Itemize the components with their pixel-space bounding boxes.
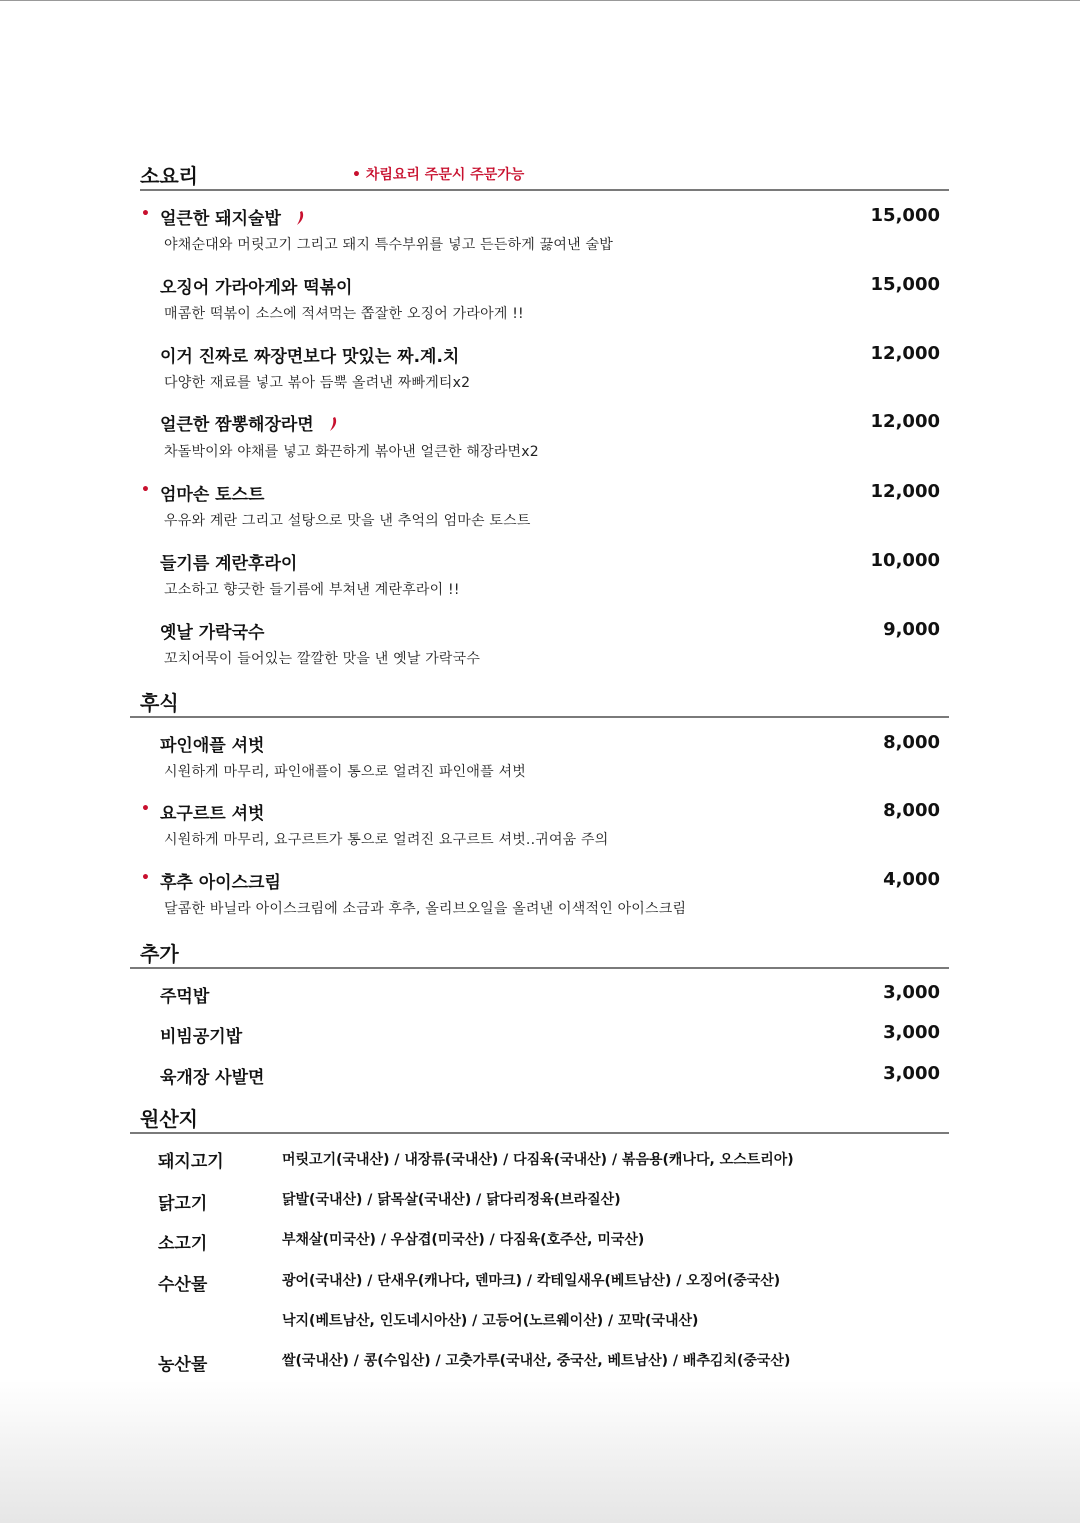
item-name: 비빔공기밥 <box>160 1027 243 1047</box>
item-name: 육개장 사발면 <box>160 1068 265 1088</box>
section-title-origin: 원산지 <box>140 1107 198 1131</box>
origin-text: 낙지(베트남산, 인도네시아산) / 고등어(노르웨이산) / 꼬막(국내산) <box>282 1313 699 1329</box>
page-bottom-shadow <box>0 1380 1080 1523</box>
item-description: 다양한 재료를 넣고 볶아 듬뿍 올려낸 짜빠게티x2 <box>164 375 471 391</box>
item-price: 10,000 <box>870 550 940 571</box>
item-price: 12,000 <box>870 411 940 432</box>
item-price: 15,000 <box>870 274 940 295</box>
item-price: 12,000 <box>870 343 940 364</box>
item-name: 얼큰한 돼지술밥 <box>160 204 305 229</box>
origin-text: 머릿고기(국내산) / 내장류(국내산) / 다짐육(국내산) / 볶음용(캐나다, 오스트리아) <box>282 1152 794 1168</box>
section-divider <box>130 1132 949 1134</box>
item-description: 매콤한 떡볶이 소스에 적셔먹는 쫍잘한 오징어 가라아게 !! <box>164 306 524 322</box>
item-price: 8,000 <box>883 800 940 821</box>
origin-text: 부채살(미국산) / 우삼겹(미국산) / 다짐육(호주산, 미국산) <box>282 1232 645 1248</box>
origin-label: 소고기 <box>158 1234 208 1254</box>
item-price: 3,000 <box>883 1022 940 1043</box>
origin-label: 닭고기 <box>158 1194 208 1214</box>
red-pepper-icon <box>295 210 305 226</box>
section-divider <box>130 716 949 718</box>
item-description: 꼬치어묵이 들어있는 깔깔한 맛을 낸 옛날 가락국수 <box>164 651 481 667</box>
order-note: • 차림요리 주문시 주문가능 <box>352 167 525 183</box>
item-name: 이거 진짜로 짜장면보다 맛있는 짜.계.치 <box>160 347 460 367</box>
item-name: 오징어 가라아게와 떡볶이 <box>160 278 353 298</box>
highlight-bullet: • <box>141 482 150 498</box>
item-description: 시원하게 마무리, 요구르트가 통으로 얼려진 요구르트 셔벗..귀여움 주의 <box>164 832 609 848</box>
item-name: 들기름 계란후라이 <box>160 554 298 574</box>
section-title-small-dishes: 소요리 <box>140 164 198 188</box>
item-name: 파인애플 셔벗 <box>160 736 265 756</box>
highlight-bullet: • <box>141 870 150 886</box>
item-description: 차돌박이와 야채를 넣고 화끈하게 볶아낸 얼큰한 해장라면x2 <box>164 444 539 460</box>
origin-label: 돼지고기 <box>158 1152 224 1172</box>
origin-text: 닭발(국내산) / 닭목살(국내산) / 닭다리정육(브라질산) <box>282 1192 621 1208</box>
item-name: 요구르트 셔벗 <box>160 804 265 824</box>
item-price: 8,000 <box>883 732 940 753</box>
red-pepper-icon <box>328 416 338 432</box>
origin-label: 수산물 <box>158 1275 208 1295</box>
item-price: 4,000 <box>883 869 940 890</box>
top-border <box>0 0 1080 1</box>
item-name: 엄마손 토스트 <box>160 485 265 505</box>
section-divider <box>130 967 949 969</box>
item-description: 고소하고 향긋한 들기름에 부쳐낸 계란후라이 !! <box>164 582 460 598</box>
item-price: 3,000 <box>883 982 940 1003</box>
highlight-bullet: • <box>141 206 150 222</box>
origin-label: 농산물 <box>158 1355 208 1375</box>
item-name: 옛날 가락국수 <box>160 623 265 643</box>
item-name: 주먹밥 <box>160 987 210 1007</box>
item-description: 우유와 계란 그리고 설탕으로 맛을 낸 추억의 엄마손 토스트 <box>164 513 531 529</box>
item-description: 달콤한 바닐라 아이스크림에 소금과 후추, 올리브오일을 올려낸 이색적인 아이스크림 <box>164 901 687 917</box>
item-price: 12,000 <box>870 481 940 502</box>
section-divider <box>140 189 949 191</box>
origin-text: 광어(국내산) / 단새우(캐나다, 덴마크) / 칵테일새우(베트남산) / 오징어(중국산) <box>282 1273 781 1289</box>
origin-text: 쌀(국내산) / 콩(수입산) / 고춧가루(국내산, 중국산, 베트남산) / 배추김치(중국산) <box>282 1353 791 1369</box>
section-title-extras: 추가 <box>140 942 179 966</box>
highlight-bullet: • <box>141 801 150 817</box>
item-description: 시원하게 마무리, 파인애플이 통으로 얼려진 파인애플 셔벗 <box>164 764 526 780</box>
item-price: 15,000 <box>870 205 940 226</box>
item-price: 9,000 <box>883 619 940 640</box>
item-name: 얼큰한 짬뽕해장라면 <box>160 410 338 435</box>
item-name: 후추 아이스크림 <box>160 873 281 893</box>
item-price: 3,000 <box>883 1063 940 1084</box>
item-description: 야채순대와 머릿고기 그리고 돼지 특수부위를 넣고 든든하게 끓여낸 술밥 <box>164 237 613 253</box>
section-title-dessert: 후식 <box>140 691 179 715</box>
